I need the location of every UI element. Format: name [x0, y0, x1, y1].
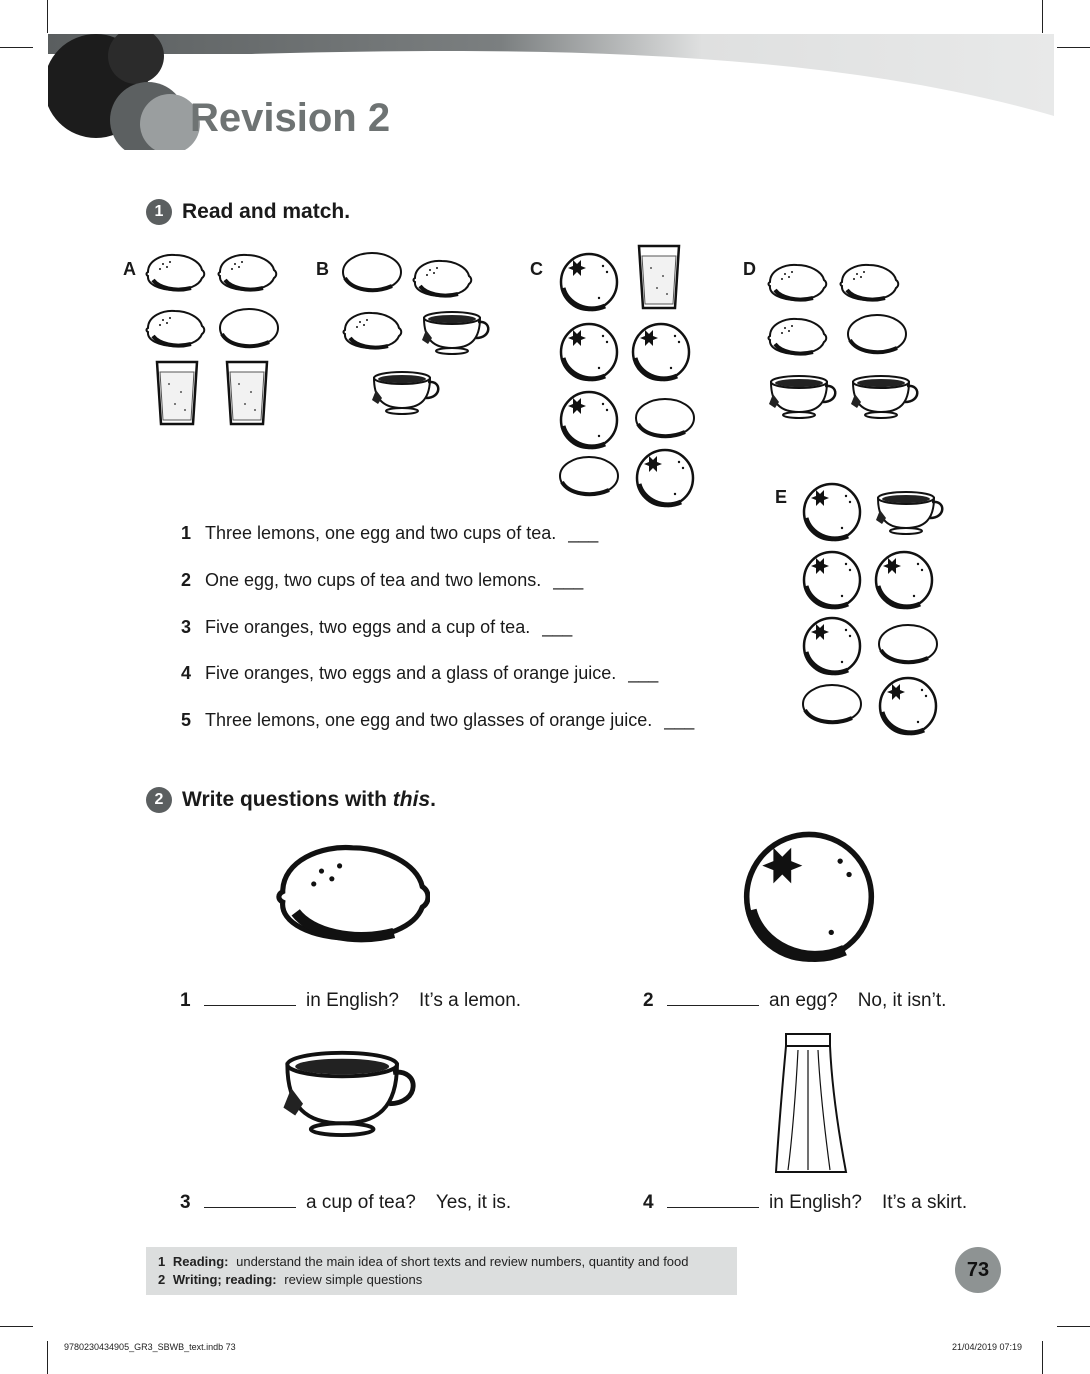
crop-mark [1042, 0, 1043, 33]
picture-b [340, 250, 500, 420]
note-text: understand the main idea of short texts and review numbers, quantity and food [236, 1254, 689, 1269]
instruction-emphasis: this [392, 788, 431, 811]
page-number: 73 [955, 1247, 1001, 1293]
objectives-box [146, 1247, 737, 1295]
exercise-instruction: Read and match. [182, 200, 351, 223]
crop-mark [1057, 1326, 1090, 1327]
answer-blank[interactable]: ___ [542, 617, 573, 637]
sentence-text: Three lemons, one egg and two glasses of orange juice. [205, 710, 653, 730]
sentence-text: One egg, two cups of tea and two lemons. [205, 570, 542, 590]
answer-text: It’s a lemon. [418, 990, 522, 1011]
lemon-picture [275, 838, 430, 948]
note-label: Reading: [172, 1254, 229, 1269]
exercise-2-heading [146, 787, 436, 813]
answer-blank[interactable]: ___ [553, 570, 584, 590]
sentence-number: 2 [181, 570, 192, 590]
question-blank[interactable] [204, 1191, 296, 1208]
picture-label-a: A [123, 259, 136, 279]
exercise-number-badge: 1 [146, 199, 172, 225]
match-sentence [181, 663, 658, 684]
answer-text: It’s a skirt. [881, 1192, 968, 1213]
exercise-1-heading [146, 199, 350, 225]
question-blank[interactable] [667, 1191, 759, 1208]
sentence-number: 5 [181, 710, 192, 730]
print-slug-date: 21/04/2019 07:19 [952, 1342, 1023, 1352]
picture-c [555, 240, 705, 510]
sentence-number: 3 [181, 617, 192, 637]
picture-a [145, 250, 285, 430]
question-text: in English? [306, 990, 399, 1011]
question-text: an egg? [769, 990, 838, 1011]
question-row [643, 1191, 967, 1214]
sentence-text: Five oranges, two eggs and a cup of tea. [205, 617, 531, 637]
instruction-punctuation: . [430, 788, 436, 811]
answer-blank[interactable]: ___ [568, 523, 599, 543]
objective-note [158, 1272, 725, 1287]
sentence-text: Five oranges, two eggs and a glass of orange juice. [205, 663, 617, 683]
question-text: in English? [769, 1192, 862, 1213]
print-slug-file: 9780230434905_GR3_SBWB_text.indb 73 [64, 1342, 236, 1352]
sentence-number: 1 [181, 523, 192, 543]
answer-blank[interactable]: ___ [664, 710, 695, 730]
question-number: 3 [180, 1192, 191, 1213]
crop-mark [0, 1326, 33, 1327]
objective-note [158, 1254, 725, 1269]
picture-label-d: D [743, 259, 756, 279]
match-sentence [181, 570, 583, 591]
match-sentence [181, 523, 598, 544]
picture-e [798, 478, 948, 740]
question-number: 4 [643, 1192, 654, 1213]
page-title: Revision 2 [190, 96, 391, 140]
picture-label-e: E [775, 487, 788, 507]
question-number: 1 [180, 990, 191, 1011]
answer-blank[interactable]: ___ [628, 663, 659, 683]
crop-mark [1042, 1341, 1043, 1374]
question-text: a cup of tea? [306, 1192, 416, 1213]
crop-mark [1057, 47, 1090, 48]
picture-d [765, 258, 930, 423]
crop-mark [0, 47, 33, 48]
question-row [180, 989, 521, 1012]
note-number: 2 [158, 1272, 166, 1287]
question-row [180, 1191, 511, 1214]
exercise-number-badge: 2 [146, 787, 172, 813]
sentence-text: Three lemons, one egg and two cups of tea. [205, 523, 557, 543]
skirt-picture [772, 1030, 852, 1180]
sentence-number: 4 [181, 663, 192, 683]
note-text: review simple questions [284, 1272, 423, 1287]
question-blank[interactable] [667, 989, 759, 1006]
question-number: 2 [643, 990, 654, 1011]
cup-picture [270, 1045, 430, 1137]
crop-mark [47, 0, 48, 33]
orange-picture [740, 830, 878, 968]
question-row [643, 989, 946, 1012]
match-sentence [181, 617, 572, 638]
exercise-instruction [182, 788, 436, 812]
picture-label-c: C [530, 259, 543, 279]
crop-mark [47, 1341, 48, 1374]
instruction-text: Write questions with [182, 788, 393, 811]
match-sentence [181, 710, 694, 731]
answer-text: Yes, it is. [435, 1192, 512, 1213]
note-number: 1 [158, 1254, 166, 1269]
answer-text: No, it isn’t. [857, 990, 947, 1011]
picture-label-b: B [316, 259, 329, 279]
note-label: Writing; reading: [172, 1272, 277, 1287]
question-blank[interactable] [204, 989, 296, 1006]
